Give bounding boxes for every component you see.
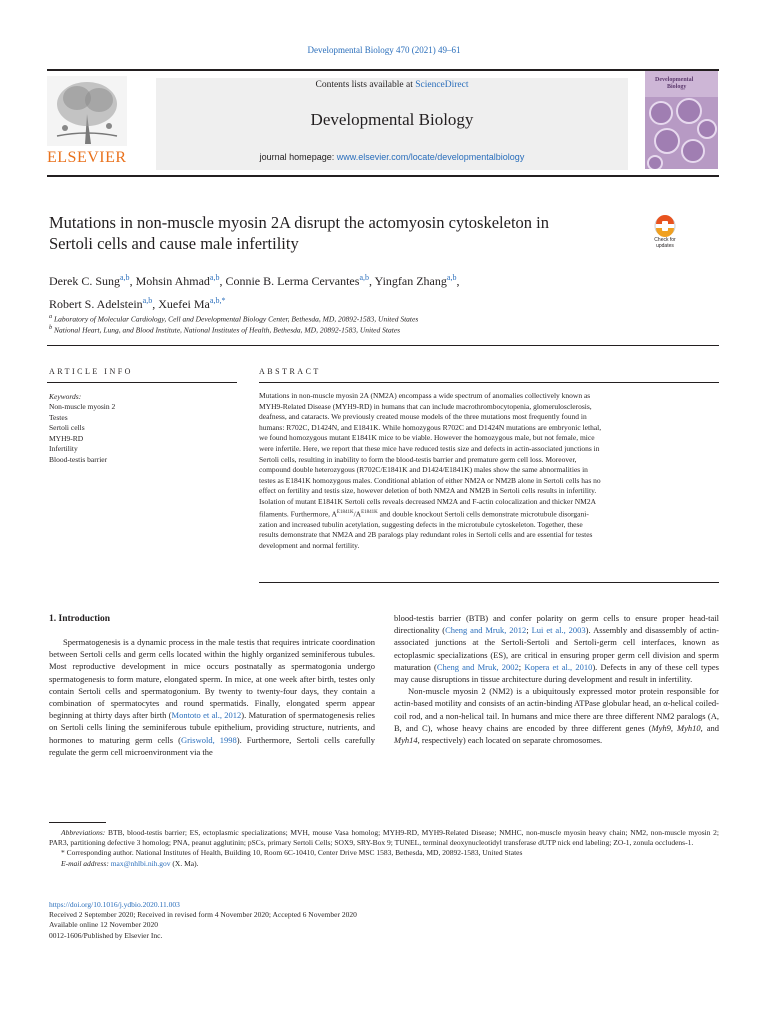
- text-run: ). Defects in any of these cell types may cause disruptions in tissue architecture during development and result in infertility.: [394, 661, 719, 685]
- abstract-line: were infertile. Here, we report that these mice have reduced testis size and defects in actin-associated junctions in: [259, 443, 600, 453]
- abstract-line: compound double heterozygous (R702C/E1841K and D1424/E1841K) males show the same abnormalities in: [259, 465, 588, 475]
- available-online: Available online 12 November 2020: [49, 920, 158, 930]
- citation-link[interactable]: Griswold, 1998: [180, 734, 237, 745]
- abstract-line: deafness, and cataracts. We previously created mouse models of the three mutations most frequently found in: [259, 412, 587, 422]
- author-separator: ,: [129, 274, 136, 288]
- text-run: ;: [526, 625, 532, 636]
- contents-prefix: Contents lists available at: [315, 80, 416, 90]
- allele-superscript: E1841K: [336, 509, 354, 515]
- journal-cover-thumbnail[interactable]: [645, 71, 718, 169]
- article-title-line2: Sertoli cells and cause male infertility: [49, 234, 299, 253]
- affiliation-b: [49, 324, 699, 335]
- author-separator: ,: [219, 274, 226, 288]
- author-name[interactable]: Mohsin Ahmad: [135, 274, 210, 288]
- abstract-fragment: filaments. Furthermore, A: [259, 509, 337, 519]
- keywords-list: [49, 402, 115, 465]
- keyword[interactable]: Infertility: [49, 444, 78, 453]
- intro-paragraph-1-cont: [394, 612, 719, 685]
- keyword[interactable]: Sertoli cells: [49, 423, 85, 432]
- abstract-line: results demonstrate that NM2A and 2B paralogs play redundant roles in Sertoli cells and are essential for testes: [259, 530, 593, 540]
- email-link[interactable]: max@nhlbi.nih.gov: [110, 858, 171, 868]
- citation-link[interactable]: Cheng and Mruk, 2012: [445, 625, 527, 636]
- abbreviations-label: Abbreviations:: [61, 828, 106, 837]
- intro-right-column: [394, 612, 719, 746]
- check-for-updates-icon[interactable]: [645, 215, 685, 255]
- check-updates-line1: Check for: [654, 237, 676, 243]
- keywords-label: Keywords:: [49, 392, 82, 401]
- publication-info: [49, 900, 357, 941]
- text-run: , respectively) each located on separate chromosomes.: [417, 735, 603, 746]
- allele-superscript: E1841K: [361, 509, 378, 515]
- author-separator: ,: [369, 274, 375, 288]
- author-name[interactable]: Connie B. Lerma Cervantes: [225, 274, 360, 288]
- text-run: ). Maturation of spermatogenesis relies on Sertoli cells lining the seminiferous tubule epithelium, providing structure, nutrients, and hormones to maturing germ cells (: [49, 710, 375, 745]
- abstract-heading: ABSTRACT: [259, 367, 321, 376]
- author-list: [49, 268, 649, 314]
- citation-link[interactable]: Lui et al., 2003: [531, 625, 586, 636]
- publisher-logo-text: ELSEVIER: [47, 149, 127, 166]
- homepage-label: journal homepage:: [259, 152, 337, 162]
- email-footnote: [49, 859, 719, 869]
- introduction-heading: 1. Introduction: [49, 614, 111, 624]
- intro-left-column: [49, 636, 375, 758]
- text-run: ). Furthermore, Sertoli cells carefully regulate the germ cell microenvironment via the: [49, 734, 375, 757]
- journal-citation[interactable]: Developmental Biology 470 (2021) 49–61: [307, 45, 461, 55]
- article-info-heading: ARTICLE INFO: [49, 367, 133, 376]
- keyword[interactable]: MYH9-RD: [49, 433, 84, 443]
- cover-title-line2: Biology: [667, 84, 687, 90]
- authors-line2: [49, 291, 649, 314]
- author-separator: ,: [456, 274, 460, 288]
- corresponding-footnote: * Corresponding author. National Institutes of Health, Building 10, Room 6C-10410, Center Drive MSC 1583, Bethesda, MD, 20892-1583, United States: [61, 848, 523, 858]
- authors-line1: [49, 268, 649, 291]
- abstract-line: MYH9-Related Disease (MYH9-RD) in humans that can include macrothrombocytopenia, glomerulosclerosis,: [259, 401, 592, 411]
- abstract-line: humans: R702C, D1424N, and E1841K. While homozygous R702C and D1424N mutations are embryonic lethal,: [259, 422, 602, 432]
- header-bottom-rule: [47, 175, 719, 177]
- abstract-line: effect on fertility and testis size, however deletion of both NM2A and NM2B in Sertoli cells results in infertility.: [259, 486, 597, 496]
- abstract-rule: [259, 382, 719, 383]
- email-label: E-mail address:: [61, 858, 109, 868]
- abstract-fragment: /A: [353, 509, 362, 519]
- abstract-line: Isolation of mutant E1841K Sertoli cells reveals decreased NM2A and F-actin colocalization and thicker NM2A: [259, 496, 596, 506]
- abstract-line: Mutations in non-muscle myosin 2A (NM2A) encompass a wide spectrum of anomalies collectively known as: [259, 391, 591, 400]
- citation-link[interactable]: Montoto et al., 2012: [171, 710, 242, 721]
- check-for-updates-label[interactable]: [640, 237, 690, 249]
- text-run: Spermatogenesis is a dynamic process in the male testis that requires intricate coordination between Sertoli cells and germ cells located within the highly organized seminiferous tubules. Most reproductive development in mice occurs postnatally as spermatogonia undergo spermatogenesis to form mature, elongated sperm. In mice, at one week after birth, testes only contain Sertoli cells and spermatogonium. By twenty to twenty-four days, they contain a combination of spermatocytes and round spermatids. Finally, elongated sperm appear beginning at thirty days after birth (: [49, 637, 375, 721]
- email-suffix: (X. Ma).: [170, 858, 199, 868]
- abstract-line: development and normal fertility.: [259, 540, 360, 550]
- check-updates-line2: updates: [656, 243, 674, 249]
- author-affiliation-superscript[interactable]: a,b: [359, 273, 369, 282]
- author-affiliation-superscript[interactable]: a,b: [209, 273, 220, 282]
- citation-link[interactable]: Kopera et al., 2010: [524, 661, 593, 672]
- author-affiliation-superscript[interactable]: a,b: [446, 273, 457, 282]
- abstract-line: zation and increased tubulin acetylation, suggesting defects in the microtubule cytoskeleton. Together, these: [259, 519, 583, 529]
- intro-paragraph-1: [49, 636, 375, 758]
- author-name[interactable]: Xuefei Ma: [158, 297, 210, 311]
- keyword[interactable]: Blood-testis barrier: [49, 454, 108, 464]
- doi-link[interactable]: https://doi.org/10.1016/j.ydbio.2020.11.003: [49, 900, 180, 909]
- gene-name: Myh9: [651, 722, 671, 733]
- affiliation-text: Laboratory of Molecular Cardiology, Cell and Developmental Biology Center, Bethesda, MD, 20892-1583, United States: [54, 314, 419, 324]
- issn-line: 0012-1606/Published by Elsevier Inc.: [49, 930, 163, 940]
- text-run: blood-testis barrier (BTB) and confer polarity on germ cells to ensure proper head-tail directionality (: [394, 613, 719, 636]
- footnote-rule: [49, 822, 106, 823]
- abstract-fragment: and double knockout Sertoli cells demonstrate microtubule disorgani-: [377, 509, 589, 519]
- gene-name: Myh14: [394, 735, 418, 746]
- elsevier-tree-logo: [47, 76, 127, 146]
- cover-title-line1: Developmental: [655, 77, 694, 83]
- contents-line: [156, 80, 628, 90]
- text-run: , and: [700, 722, 719, 733]
- abstract-line: Sertoli cells, resulting in inability to form the blood-testis barrier and premature germ cell loss. Moreover,: [259, 454, 577, 464]
- abstract-line: testes as E1841K homozygous males. Conditional ablation of either NM2A or NM2B alone in Sertoli cells has no: [259, 475, 601, 485]
- citation-link[interactable]: Cheng and Mruk, 2002: [436, 661, 519, 672]
- abbreviations-footnote: [49, 828, 719, 848]
- intro-paragraph-2: Non-muscle myosin 2 (NM2) is a ubiquitously expressed motor protein responsible for actin-based motility and consists of an actin-binding ATPase globular head, an α-helical coiled-coil rod, and a non-helical tail. In humans and mice there are three different NM2 paralogs (A, B, and C), whose heavy chains are encoded by three different genes (Myh9, Myh10, and Myh14, respectively) each located on separate chromosomes.: [394, 686, 719, 746]
- author-separator: ,: [152, 297, 159, 311]
- article-info-rule: [47, 382, 237, 383]
- author-affiliation-superscript[interactable]: a,b: [120, 273, 130, 282]
- author-name[interactable]: Yingfan Zhang: [374, 274, 447, 288]
- header-top-rule: [47, 69, 719, 71]
- article-title-line1: Mutations in non-muscle myosin 2A disrupt the actomyosin cytoskeleton in: [49, 213, 549, 232]
- journal-name: Developmental Biology: [310, 110, 474, 129]
- gene-name: Myh10: [677, 722, 701, 733]
- homepage-link[interactable]: www.elsevier.com/locate/developmentalbiology: [336, 152, 525, 162]
- affiliation-mark: b: [49, 324, 53, 331]
- author-name[interactable]: Robert S. Adelstein: [49, 297, 143, 311]
- affiliation-a: [49, 313, 699, 324]
- text-run: ;: [518, 661, 525, 672]
- abstract-end-rule: [259, 582, 719, 583]
- abbreviations-text: BTB, blood-testis barrier; ES, ectoplasmic specializations; MVH, mouse Vasa homolog; MYH9-RD, MYH9-Related Disease; NMHC, non-muscle myosin heavy chain; NM2, non-muscle myosin 2; PAR3, partitioning defective 3 homolog; PNA, peanut agglutinin; pSCs, primary Sertoli Cells; SOX9, SRY-Box 9; TUNEL, terminal deoxynucleotidyl transferase dUTP nick end labeling; ZO-1, zonula occludens-1.: [49, 828, 719, 848]
- keyword[interactable]: Non-muscle myosin 2: [49, 402, 116, 411]
- abstract-body: [259, 391, 719, 551]
- footnotes: [49, 828, 719, 869]
- keyword[interactable]: Testes: [49, 412, 68, 422]
- sciencedirect-link[interactable]: ScienceDirect: [415, 80, 469, 90]
- author-name[interactable]: Derek C. Sung: [49, 274, 120, 288]
- corresponding-text: Corresponding author. National Institutes of Health, Building 10, Room 6C-10410, Center Drive MSC 1583, Bethesda, MD, 20892-1583, United States: [64, 848, 523, 858]
- article-title: [49, 212, 629, 254]
- author-affiliation-superscript[interactable]: a,b,*: [209, 296, 226, 305]
- abstract-line: we found homozygous mutant E1841K mice to be viable. However the homozygous male, but not female, mice: [259, 433, 595, 443]
- cover-title: [655, 77, 715, 91]
- affiliation-mark: a: [49, 313, 53, 320]
- affiliation-text: National Heart, Lung, and Blood Institute, National Institutes of Health, Bethesda, MD, 20892-1583, United States: [54, 325, 401, 335]
- abstract-line: [259, 508, 719, 520]
- text-run: Non-muscle myosin 2 (NM2) is a ubiquitously expressed motor protein responsible for actin-based motility and consists of an actin-binding ATPase globular head, an α-helical coiled-coil rod, and a non-helical tail. In humans and mice there are three different NM2 paralogs (A, B, and C), whose heavy chains are encoded by three different genes (: [394, 686, 719, 733]
- received-dates: Received 2 September 2020; Received in revised form 4 November 2020; Accepted 6 November 2020: [49, 910, 357, 920]
- author-affiliation-superscript[interactable]: a,b: [142, 296, 153, 305]
- section-rule: [47, 345, 719, 346]
- text-run: ). Assembly and disassembly of actin-associated junctions at the Sertoli-Sertoli and Sertoli-germ cell interfaces, known as ectoplasmic specializations (ES), are critical in ensuring proper germ cell division and sperm maturation (: [394, 625, 719, 672]
- journal-homepage: [156, 152, 628, 162]
